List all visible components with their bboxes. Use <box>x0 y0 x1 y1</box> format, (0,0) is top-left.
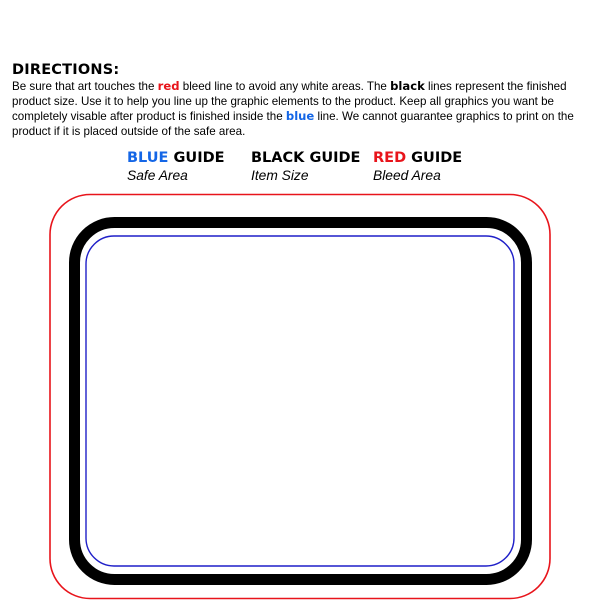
directions-text-part-4: line. We cannot guarantee graphics to print on the product if it is placed outside of the safe area. <box>12 110 574 138</box>
black-keyword: black <box>390 79 425 93</box>
blue-keyword: blue <box>285 109 315 124</box>
item-size-line <box>75 223 527 580</box>
red-guide-title-rest: GUIDE <box>406 150 463 166</box>
bleed-area-line <box>50 195 550 599</box>
blue-guide-subtitle: Safe Area <box>127 168 188 183</box>
blue-guide-title-rest: GUIDE <box>168 150 225 166</box>
black-guide-title: BLACK GUIDE <box>251 150 361 166</box>
directions-text-part-2: bleed line to avoid any white areas. The <box>179 80 391 93</box>
directions-heading: DIRECTIONS: <box>12 62 120 78</box>
black-guide-subtitle: Item Size <box>251 168 309 183</box>
safe-area-line <box>86 236 514 566</box>
directions-text-part-1: Be sure that art touches the <box>12 80 158 93</box>
red-guide-subtitle: Bleed Area <box>373 168 441 183</box>
red-keyword: red <box>157 79 180 93</box>
directions-text-part-3: lines represent the finished product size. Use it to help you line up the graphic elements to the product. Keep all graphics you want be completely visable after product is finished inside the <box>12 80 567 124</box>
red-guide-color-word: RED <box>373 150 407 166</box>
blue-guide-color-word: BLUE <box>127 150 169 166</box>
